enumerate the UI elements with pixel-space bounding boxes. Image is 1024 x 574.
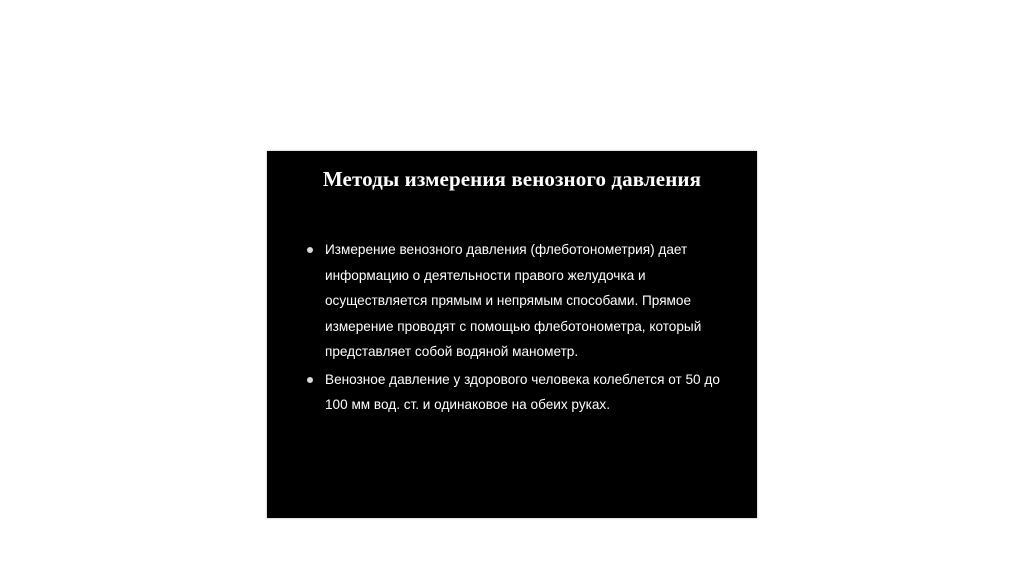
slide xyxy=(267,151,757,518)
bullet-item xyxy=(307,367,737,418)
bullet-dot-icon xyxy=(307,247,313,253)
bullet-list xyxy=(307,237,737,420)
bullet-text: Венозное давление у здорового человека колеблется от 50 до 100 мм вод. ст. и одинаковое на обеих руках. xyxy=(325,371,720,412)
bullet-text: Измерение венозного давления (флеботонометрия) дает информацию о деятельности правого желудочка и осуществляется прямым и непрямым способами. Прямое измерение проводят с помощью флеботонометра, который представляет собой водяной манометр. xyxy=(325,242,702,359)
bullet-dot-icon xyxy=(307,377,313,383)
bullet-item xyxy=(307,237,737,365)
slide-title: Методы измерения венозного давления xyxy=(322,167,702,191)
